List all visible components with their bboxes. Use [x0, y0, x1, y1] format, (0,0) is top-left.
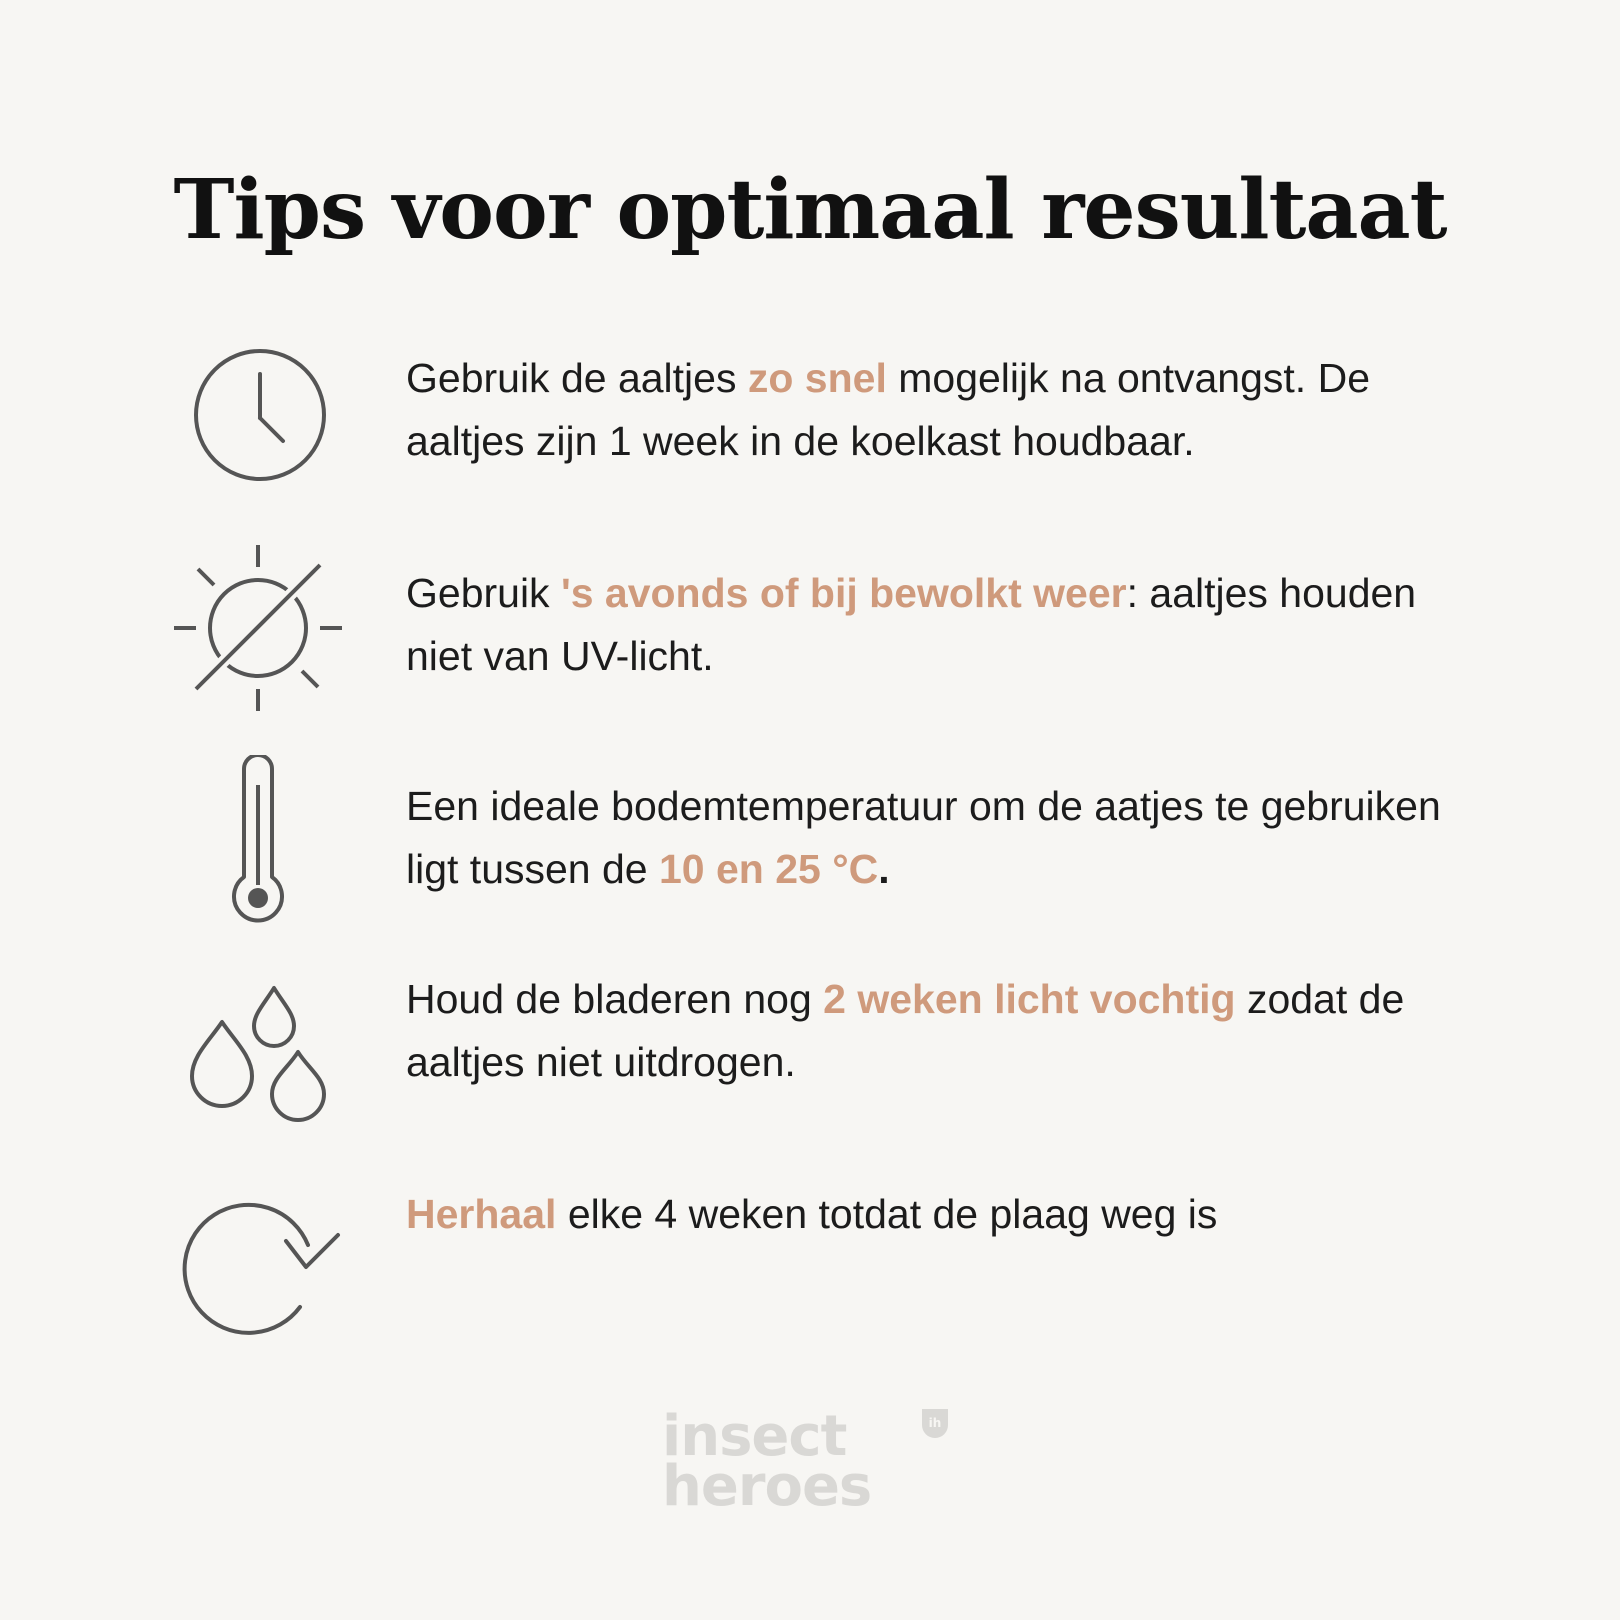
tip-moisture	[0, 970, 1620, 1140]
logo-line1: insect	[662, 1405, 847, 1469]
tip-highlight: zo snel	[747, 355, 887, 401]
tip-text-part: .	[878, 846, 890, 892]
no-sun-icon	[170, 543, 346, 713]
tip-text-part: Een ideale bodemtemperatuur om de aatjes te gebruiken ligt tussen de	[406, 783, 1441, 892]
tip-highlight: 10 en 25 °C	[659, 846, 879, 892]
tip-text-part: Gebruik	[406, 570, 561, 616]
tip-evening-use	[0, 543, 1620, 713]
water-drops-icon	[170, 970, 346, 1140]
tip-text-part: zodat de aaltjes niet uitdrogen.	[406, 976, 1405, 1085]
tip-text	[406, 562, 1446, 688]
thermometer-icon	[170, 755, 346, 925]
tip-text	[406, 347, 1446, 473]
tip-text-part: mogelijk na ontvangst. De aaltjes zijn 1 week in de koelkast houdbaar.	[406, 355, 1370, 464]
tip-text	[406, 1183, 1446, 1246]
page-title: Tips voor optimaal resultaat	[173, 162, 1447, 258]
tip-temperature	[0, 755, 1620, 925]
tip-text	[406, 775, 1446, 901]
logo-line2: heroes	[662, 1454, 872, 1515]
repeat-icon	[170, 1185, 346, 1355]
tip-fresh-use	[0, 330, 1620, 500]
insect-heroes-logo	[660, 1405, 960, 1515]
tip-text	[406, 968, 1446, 1094]
tip-repeat	[0, 1185, 1620, 1355]
tip-text-part: : aaltjes houden niet van UV-licht.	[406, 570, 1417, 679]
clock-icon	[170, 330, 346, 500]
tip-text-part: Gebruik de aaltjes	[406, 355, 748, 401]
logo-badge-text: ih	[928, 1416, 942, 1430]
tip-highlight: 2 weken licht vochtig	[823, 976, 1236, 1022]
tip-text-part: elke 4 weken totdat de plaag weg is	[556, 1191, 1218, 1237]
tip-text-part: Houd de bladeren nog	[406, 976, 824, 1022]
tip-highlight: 's avonds of bij bewolkt weer	[560, 570, 1127, 616]
tip-highlight: Herhaal	[406, 1191, 557, 1237]
